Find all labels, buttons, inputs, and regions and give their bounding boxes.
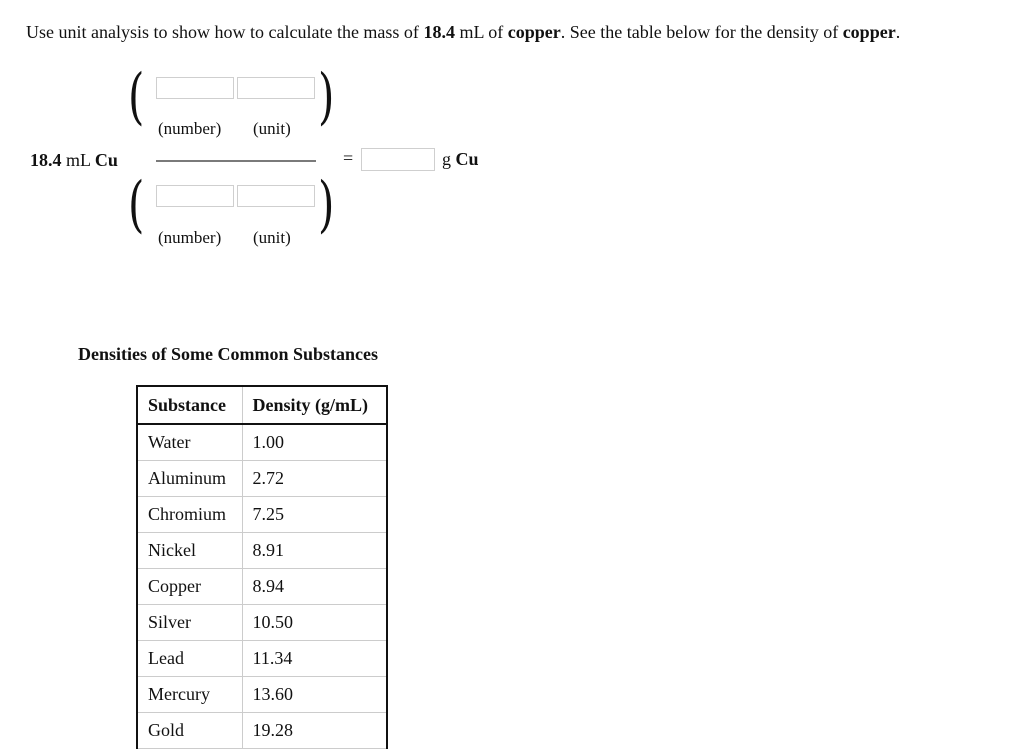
fraction-bar <box>156 160 316 162</box>
table-row <box>137 604 387 640</box>
density-cell: 10.50 <box>242 604 387 640</box>
numerator-unit-caption: (unit) <box>253 119 291 138</box>
prompt-text-1: Use unit analysis to show how to calculate the mass of <box>26 22 424 42</box>
given-value: 18.4 <box>30 150 62 170</box>
prompt-text-2: mL of <box>454 22 508 42</box>
numerator-close-paren: ) <box>318 60 335 132</box>
substance-cell: Lead <box>137 640 242 676</box>
given-unit: mL <box>61 150 95 170</box>
density-cell: 7.25 <box>242 496 387 532</box>
header-substance: Substance <box>137 386 242 424</box>
table-row <box>137 568 387 604</box>
table-row <box>137 532 387 568</box>
table-row <box>137 424 387 460</box>
table-row <box>137 676 387 712</box>
denominator-unit-input[interactable] <box>237 185 315 207</box>
density-cell: 19.28 <box>242 712 387 748</box>
substance-cell: Chromium <box>137 496 242 532</box>
table-row <box>137 640 387 676</box>
table-header-row <box>137 386 387 424</box>
substance-cell: Nickel <box>137 532 242 568</box>
substance-cell: Mercury <box>137 676 242 712</box>
denominator-unit-caption: (unit) <box>253 228 291 247</box>
density-table <box>136 385 388 749</box>
given-element: Cu <box>94 150 118 170</box>
prompt-text-3: . See the table below for the density of <box>560 22 843 42</box>
question-prompt <box>26 20 1006 44</box>
numerator-open-paren: ( <box>128 60 145 132</box>
given-quantity <box>30 148 118 172</box>
answer-element: Cu <box>455 149 479 169</box>
denominator-close-paren: ) <box>318 168 335 240</box>
denominator-open-paren: ( <box>128 168 145 240</box>
density-cell: 13.60 <box>242 676 387 712</box>
density-cell: 11.34 <box>242 640 387 676</box>
prompt-text-4: . <box>895 22 901 42</box>
prompt-substance-2: copper <box>842 22 896 42</box>
density-cell: 8.94 <box>242 568 387 604</box>
answer-unit <box>442 147 479 171</box>
density-cell: 8.91 <box>242 532 387 568</box>
prompt-substance: copper <box>507 22 561 42</box>
answer-unit-g: g <box>442 149 456 169</box>
density-cell: 2.72 <box>242 460 387 496</box>
numerator-number-caption: (number) <box>158 119 222 138</box>
table-row <box>137 460 387 496</box>
answer-input[interactable] <box>361 148 435 171</box>
table-row <box>137 712 387 748</box>
table-row <box>137 496 387 532</box>
table-title: Densities of Some Common Substances <box>78 344 379 364</box>
header-density: Density (g/mL) <box>242 386 387 424</box>
equals-sign: = <box>343 148 354 168</box>
numerator-number-input[interactable] <box>156 77 234 99</box>
numerator-unit-input[interactable] <box>237 77 315 99</box>
substance-cell: Water <box>137 424 242 460</box>
density-cell: 1.00 <box>242 424 387 460</box>
substance-cell: Copper <box>137 568 242 604</box>
denominator-number-input[interactable] <box>156 185 234 207</box>
substance-cell: Silver <box>137 604 242 640</box>
substance-cell: Gold <box>137 712 242 748</box>
substance-cell: Aluminum <box>137 460 242 496</box>
prompt-amount: 18.4 <box>423 22 455 42</box>
denominator-number-caption: (number) <box>158 228 222 247</box>
